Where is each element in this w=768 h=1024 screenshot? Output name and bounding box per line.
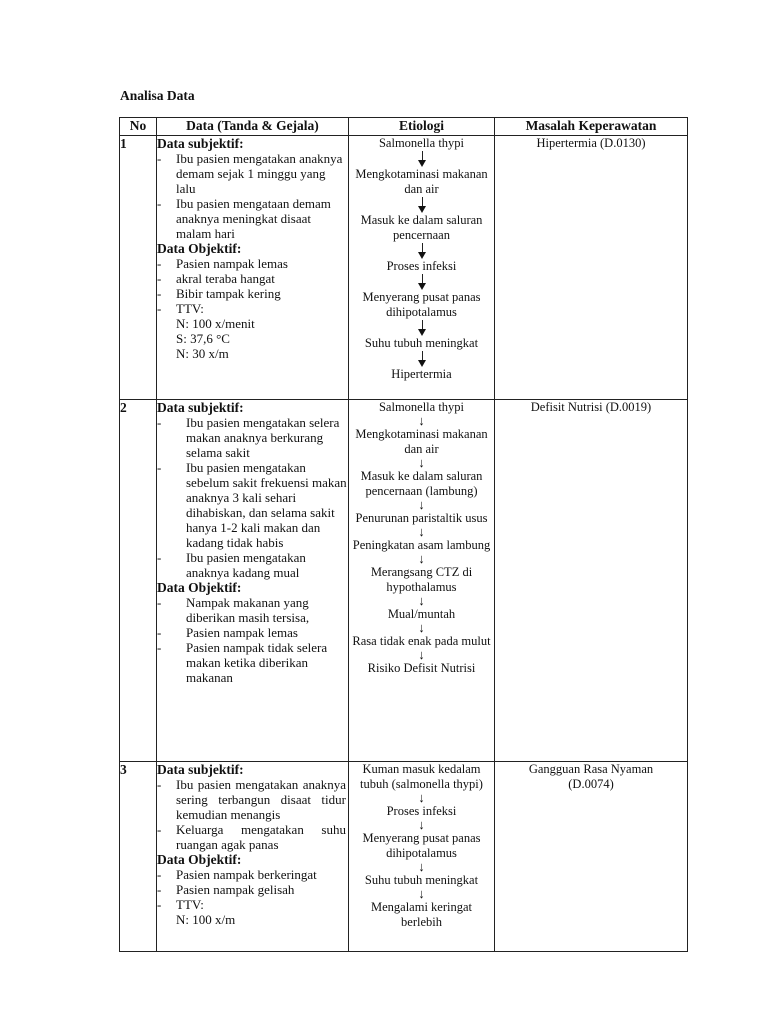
list-item: - Ibu pasien mengatakan anaknya kadang mual bbox=[157, 550, 306, 580]
etiologi-step: Proses infeksi bbox=[386, 804, 457, 818]
list-item: - Ibu pasien mengatakan anaknya sering terbangun disaat tidur kemudian menangis bbox=[157, 777, 346, 822]
objective-list bbox=[157, 256, 348, 316]
list-item: - Ibu pasien mengatakan anaknya demam sejak 1 minggu yang lalu bbox=[157, 151, 343, 196]
table-row bbox=[120, 136, 688, 400]
objective-list bbox=[157, 595, 348, 685]
etiologi-step: Mual/muntah bbox=[387, 607, 456, 621]
list-item: - Pasien nampak berkeringat bbox=[157, 867, 317, 882]
etiologi-cell bbox=[349, 762, 495, 952]
down-arrow-icon bbox=[349, 320, 494, 336]
table-header-row bbox=[120, 118, 688, 136]
etiologi-step: Salmonella thypi bbox=[378, 400, 465, 414]
etiologi-step: Proses infeksi bbox=[386, 259, 457, 273]
etiologi-step: Menyerang pusat panas dihipotalamus bbox=[362, 290, 481, 319]
list-item: - akral teraba hangat bbox=[157, 271, 275, 286]
down-arrow-icon: ↓ bbox=[418, 817, 425, 832]
header-masalah: Masalah Keperawatan bbox=[495, 118, 688, 136]
subjective-list bbox=[157, 777, 348, 852]
down-arrow-icon: ↓ bbox=[418, 859, 425, 874]
etiologi-step: Mengalami keringat berlebih bbox=[370, 900, 472, 929]
down-arrow-icon: ↓ bbox=[418, 551, 425, 566]
table-row bbox=[120, 762, 688, 952]
list-item: - TTV: bbox=[157, 301, 204, 316]
etiologi-step: Mengkotaminasi makanan dan air bbox=[355, 427, 488, 456]
vital-item: N: 100 x/m bbox=[176, 912, 236, 927]
etiologi-step: Rasa tidak enak pada mulut bbox=[352, 634, 491, 648]
data-cell bbox=[157, 762, 349, 952]
objective-list bbox=[157, 867, 348, 912]
list-item: - TTV: bbox=[157, 897, 204, 912]
down-arrow-icon bbox=[349, 351, 494, 367]
etiologi-step: Hipertermia bbox=[391, 367, 452, 381]
list-item: - Ibu pasien mengatakan sebelum sakit frekuensi makan anaknya 3 kali sehari dihabiskan, dan selama sakit hanya 1-2 kali makan dan kadang tidak habis bbox=[157, 460, 347, 550]
down-arrow-icon: ↓ bbox=[418, 413, 425, 428]
etiologi-step: Suhu tubuh meningkat bbox=[364, 873, 479, 887]
subjective-list bbox=[157, 151, 348, 241]
subjective-label: Data subjektif: bbox=[157, 762, 244, 777]
down-arrow-icon: ↓ bbox=[418, 620, 425, 635]
etiologi-step: Masuk ke dalam saluran pencernaan (lambung) bbox=[360, 469, 483, 498]
down-arrow-icon: ↓ bbox=[418, 886, 425, 901]
list-item: - Pasien nampak gelisah bbox=[157, 882, 295, 897]
data-cell bbox=[157, 400, 349, 762]
down-arrow-icon bbox=[349, 151, 494, 167]
subjective-label: Data subjektif: bbox=[157, 400, 244, 415]
row-number: 1 bbox=[120, 136, 157, 400]
etiologi-step: Kuman masuk kedalam tubuh (salmonella thypi) bbox=[360, 762, 483, 791]
etiologi-step: Peningkatan asam lambung bbox=[352, 538, 491, 552]
page-title: Analisa Data bbox=[120, 88, 195, 103]
vital-item: S: 37,6 °C bbox=[176, 331, 230, 346]
masalah-line: Gangguan Rasa Nyaman bbox=[528, 762, 654, 776]
etiologi-step: Salmonella thypi bbox=[378, 136, 465, 150]
etiologi-step: Penurunan paristaltik usus bbox=[355, 511, 488, 525]
etiologi-step: Mengkotaminasi makanan dan air bbox=[355, 167, 488, 196]
down-arrow-icon bbox=[349, 274, 494, 290]
down-arrow-icon: ↓ bbox=[418, 647, 425, 662]
down-arrow-icon: ↓ bbox=[418, 790, 425, 805]
analysis-table bbox=[119, 117, 688, 952]
list-item: - Nampak makanan yang diberikan masih tersisa, bbox=[157, 595, 310, 625]
list-item: - Ibu pasien mengataan demam anaknya meningkat disaat malam hari bbox=[157, 196, 331, 241]
row-number: 3 bbox=[120, 762, 157, 952]
masalah-line: (D.0074) bbox=[568, 777, 614, 791]
data-cell bbox=[157, 136, 349, 400]
etiologi-cell bbox=[349, 136, 495, 400]
list-item: - Pasien nampak lemas bbox=[157, 625, 298, 640]
list-item: - Pasien nampak lemas bbox=[157, 256, 288, 271]
down-arrow-icon bbox=[349, 197, 494, 213]
etiologi-step: Merangsang CTZ di hypothalamus bbox=[370, 565, 473, 594]
objective-label: Data Objektif: bbox=[157, 580, 242, 595]
etiologi-step: Suhu tubuh meningkat bbox=[364, 336, 479, 350]
vital-item: N: 30 x/m bbox=[176, 346, 229, 361]
header-etiologi: Etiologi bbox=[349, 118, 495, 136]
list-item: - Pasien nampak tidak selera makan ketika diberikan makanan bbox=[157, 640, 328, 685]
subjective-label: Data subjektif: bbox=[157, 136, 244, 151]
masalah-cell bbox=[495, 762, 688, 952]
objective-label: Data Objektif: bbox=[157, 241, 242, 256]
etiologi-step: Menyerang pusat panas dihipotalamus bbox=[362, 831, 481, 860]
table-row bbox=[120, 400, 688, 762]
row-number: 2 bbox=[120, 400, 157, 762]
etiologi-step: Risiko Defisit Nutrisi bbox=[367, 661, 476, 675]
subjective-list bbox=[157, 415, 348, 580]
down-arrow-icon: ↓ bbox=[418, 497, 425, 512]
header-no: No bbox=[120, 118, 157, 136]
down-arrow-icon: ↓ bbox=[418, 455, 425, 470]
vital-item: N: 100 x/menit bbox=[176, 316, 255, 331]
down-arrow-icon: ↓ bbox=[418, 593, 425, 608]
down-arrow-icon bbox=[349, 243, 494, 259]
masalah-cell: Hipertermia (D.0130) bbox=[495, 136, 688, 400]
list-item: - Keluarga mengatakan suhu ruangan agak panas bbox=[157, 822, 346, 852]
etiologi-cell bbox=[349, 400, 495, 762]
list-item: - Ibu pasien mengatakan selera makan anaknya berkurang selama sakit bbox=[157, 415, 340, 460]
masalah-cell: Defisit Nutrisi (D.0019) bbox=[495, 400, 688, 762]
objective-label: Data Objektif: bbox=[157, 852, 242, 867]
list-item: - Bibir tampak kering bbox=[157, 286, 281, 301]
down-arrow-icon: ↓ bbox=[418, 524, 425, 539]
etiologi-step: Masuk ke dalam saluran pencernaan bbox=[360, 213, 483, 242]
header-data: Data (Tanda & Gejala) bbox=[157, 118, 349, 136]
